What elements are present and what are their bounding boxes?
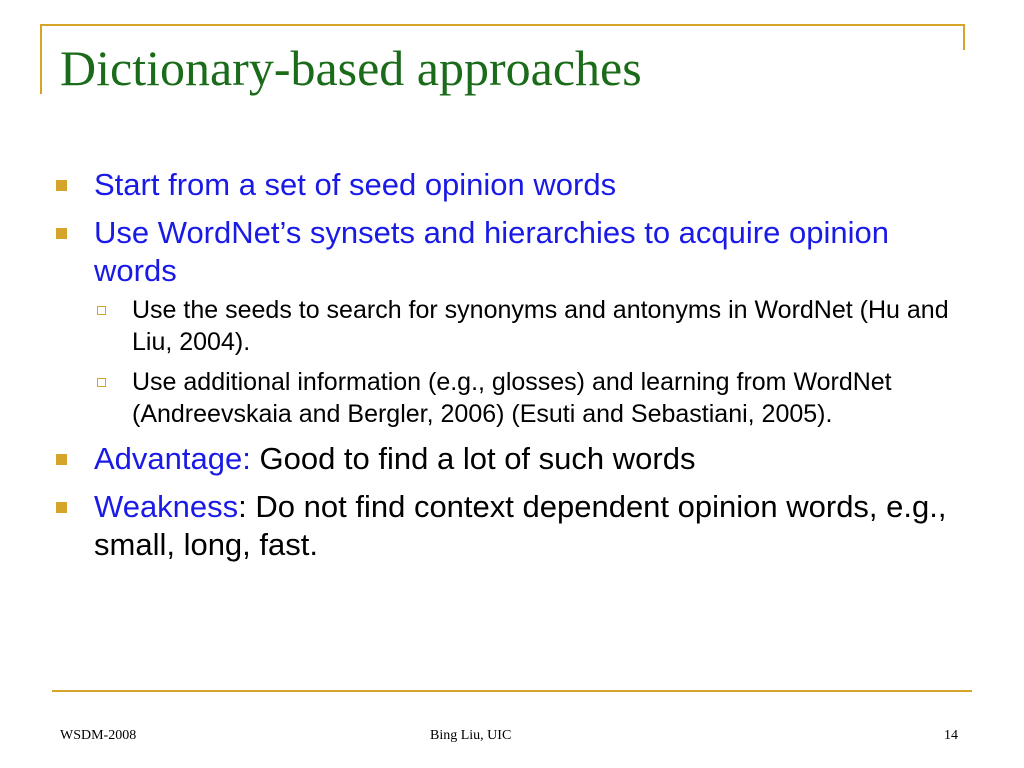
sub-bullet-item	[94, 366, 956, 430]
bullet-text: Good to find a lot of such words	[250, 441, 696, 476]
slide-title: Dictionary-based approaches	[60, 40, 642, 96]
sub-bullet-list	[94, 294, 956, 430]
sub-bullet-text: Use the seeds to search for synonyms and antonyms in WordNet (Hu and Liu, 2004).	[132, 296, 949, 356]
square-bullet-icon	[56, 228, 67, 239]
frame-top-rule	[40, 24, 965, 26]
bullet-text: Use WordNet’s synsets and hierarchies to acquire opinion words	[94, 215, 889, 288]
square-bullet-icon	[56, 180, 67, 191]
footer-page-number: 14	[944, 728, 958, 743]
frame-right-tick	[963, 24, 965, 50]
bullet-list	[56, 166, 956, 574]
bullet-label: Advantage:	[94, 441, 251, 476]
bullet-item	[56, 488, 956, 564]
bullet-item	[56, 166, 956, 204]
bullet-item	[56, 440, 956, 478]
sub-bullet-text: Use additional information (e.g., glosses) and learning from WordNet (Andreevskaia and Bergler, 2006) (Esuti and Sebastiani, 2005).	[132, 368, 892, 428]
frame-left-rule	[40, 24, 42, 94]
square-bullet-icon	[56, 502, 67, 513]
square-bullet-icon	[56, 454, 67, 465]
hollow-square-bullet-icon	[97, 306, 106, 315]
bullet-text: : Do not find context dependent opinion words, e.g., small, long, fast.	[94, 489, 947, 562]
bullet-label: Weakness	[94, 489, 239, 524]
bullet-item	[56, 214, 956, 430]
footer-rule	[52, 690, 972, 692]
bullet-text: Start from a set of seed opinion words	[94, 167, 617, 202]
footer-author: Bing Liu, UIC	[430, 728, 512, 743]
footer-conference: WSDM-2008	[60, 728, 137, 743]
sub-bullet-item	[94, 294, 956, 358]
hollow-square-bullet-icon	[97, 378, 106, 387]
